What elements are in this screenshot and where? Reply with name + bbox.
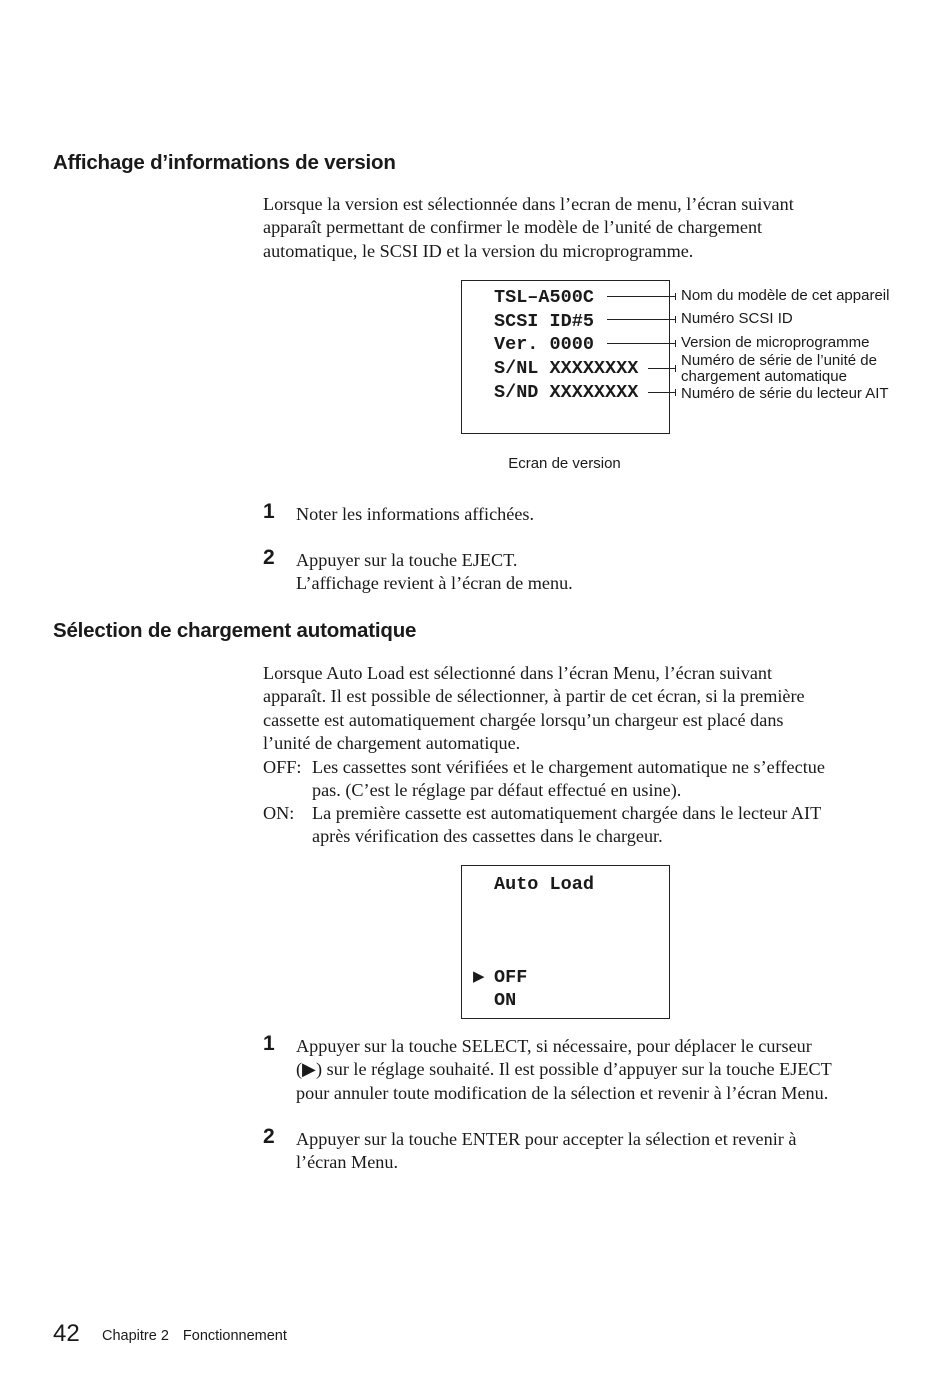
section-heading-version-info: Affichage d’informations de version	[53, 151, 396, 174]
step-number: 2	[263, 1125, 275, 1148]
step-number: 1	[263, 1032, 275, 1055]
auto-load-title: Auto Load	[494, 874, 594, 895]
callout-drive-serial: Numéro de série du lecteur AIT	[681, 385, 889, 402]
option-text: Les cassettes sont vérifiées et le chargement automatique ne s’effectue pas. (C’est le réglage par défaut effectué en usine).	[312, 757, 825, 801]
leader-tick-scsi	[675, 316, 676, 323]
step-text: Appuyer sur la touche SELECT, si nécessaire, pour déplacer le curseur (▶) sur le réglage souhaité. Il est possible d’appuyer sur la touche EJECT pour annuler toute modification de la sélection et revenir à l’écran Menu.	[296, 1036, 832, 1103]
step-number: 2	[263, 546, 275, 569]
callout-firmware-version: Version de microprogramme	[681, 334, 870, 351]
leader-tick-drive-serial	[675, 389, 676, 396]
step-text: Appuyer sur la touche EJECT. L’affichage revient à l’écran de menu.	[296, 550, 573, 594]
leader-tick-autoloader-serial	[675, 365, 676, 372]
version-intro-paragraph: Lorsque la version est sélectionnée dans l’ecran de menu, l’écran suivant apparaît permettant de confirmer le modèle de l’unité de chargement automatique, le SCSI ID et la version du microprogramme.	[263, 194, 794, 261]
section-heading-auto-load: Sélection de chargement automatique	[53, 619, 417, 642]
running-footer	[102, 1328, 287, 1344]
leader-line-autoloader-serial	[648, 368, 676, 369]
version-screen-display	[461, 280, 670, 434]
option-text: La première cassette est automatiquement chargée dans le lecteur AIT après vérification des cassettes dans le chargeur.	[312, 803, 822, 847]
callout-model-name: Nom du modèle de cet appareil	[681, 287, 890, 304]
step-number: 1	[263, 500, 275, 523]
firmware-version-line: Ver. 0000	[494, 334, 594, 355]
step-text: Appuyer sur la touche ENTER pour accepter la sélection et revenir à l’écran Menu.	[296, 1129, 797, 1173]
model-name-line: TSL–A500C	[494, 287, 594, 308]
chapter-title: Fonctionnement	[182, 1328, 287, 1344]
page-number: 42	[53, 1320, 80, 1347]
callout-autoloader-serial-2: chargement automatique	[681, 368, 847, 385]
leader-line-scsi	[607, 319, 676, 320]
auto-load-intro-paragraph: Lorsque Auto Load est sélectionné dans l’écran Menu, l’écran suivant apparaît. Il est possible de sélectionner, à partir de cet écran, si la première cassette est automatiquement chargée lorsqu’un chargeur est placé dans l’unité de chargement automatique.	[263, 663, 805, 754]
leader-line-model	[607, 296, 676, 297]
drive-serial-line: S/ND XXXXXXXX	[494, 382, 639, 403]
leader-line-version	[607, 343, 676, 344]
autoloader-serial-line: S/NL XXXXXXXX	[494, 358, 639, 379]
option-key: OFF:	[263, 757, 302, 777]
cursor-arrow-icon: ▶	[473, 967, 485, 985]
callout-autoloader-serial-1: Numéro de série de l’unité de	[681, 352, 877, 369]
auto-load-option-on: ON	[494, 990, 517, 1011]
step-text: Noter les informations affichées.	[296, 504, 535, 524]
leader-tick-model	[675, 293, 676, 300]
callout-scsi-id: Numéro SCSI ID	[681, 310, 793, 327]
scsi-id-line: SCSI ID#5	[494, 311, 594, 332]
chapter-label: Chapitre 2	[102, 1328, 169, 1344]
auto-load-screen-display	[461, 865, 670, 1019]
leader-line-drive-serial	[648, 392, 676, 393]
auto-load-option-off: OFF	[494, 967, 528, 988]
leader-tick-version	[675, 340, 676, 347]
option-key: ON:	[263, 803, 295, 823]
version-screen-caption: Ecran de version	[508, 455, 621, 472]
